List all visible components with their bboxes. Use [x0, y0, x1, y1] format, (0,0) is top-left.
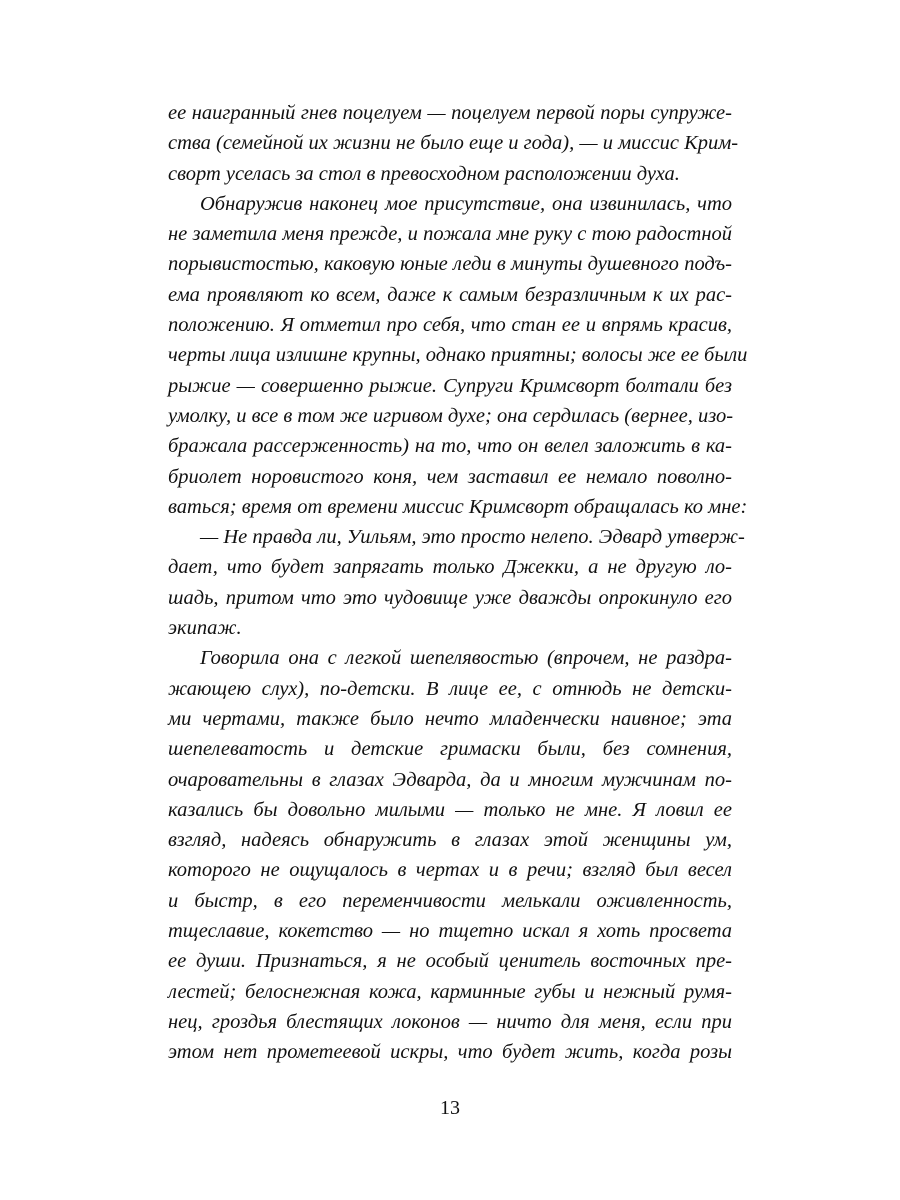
text-line: сворт уселась за стол в превосходном расположении духа. — [168, 162, 680, 185]
text-line: взгляд, надеясь обнаружить в глазах этой женщины ум, — [168, 829, 732, 852]
text-line: порывистостью, каковую юные леди в минуты душевного подъ- — [168, 253, 732, 276]
text-line: нец, гроздья блестящих локонов — ничто для меня, если при — [168, 1010, 732, 1033]
text-line: дает, что будет запрягать только Джекки, а не другую ло- — [168, 556, 732, 579]
text-line: ее души. Признаться, я не особый ценитель восточных пре- — [168, 950, 732, 973]
paragraph — [168, 522, 745, 643]
paragraph — [168, 643, 732, 1067]
text-line: не заметила меня прежде, и пожала мне руку с тою радостной — [168, 223, 732, 246]
text-line: шадь, притом что это чудовище уже дважды опрокинуло его — [168, 586, 732, 609]
text-line: рыжие — совершенно рыжие. Супруги Кримсворт болтали без — [168, 374, 732, 397]
text-line: ми чертами, также было нечто младенчески наивное; эта — [168, 707, 732, 730]
text-line: которого не ощущалось в чертах и в речи; взгляд был весел — [168, 859, 732, 882]
text-line: черты лица излишне крупны, однако приятны; волосы же ее были — [168, 344, 748, 367]
paragraph — [168, 189, 748, 522]
paragraph — [168, 98, 739, 189]
text-line: жающею слух), по-детски. В лице ее, с отнюдь не детски- — [168, 677, 732, 700]
text-line: положению. Я отметил про себя, что стан ее и впрямь красив, — [168, 314, 732, 337]
text-line: бриолет норовистого коня, чем заставил ее немало поволно- — [168, 465, 732, 488]
text-line: экипаж. — [168, 617, 242, 640]
text-line: шепелеватость и детские гримаски были, без сомнения, — [168, 738, 732, 761]
text-line: бражала рассерженность) на то, что он велел заложить в ка- — [168, 435, 732, 458]
text-line: — Не правда ли, Уильям, это просто нелепо. Эдвард утверж- — [200, 526, 745, 549]
page-number: 13 — [440, 1097, 460, 1119]
text-line: очаровательны в глазах Эдварда, да и многим мужчинам по- — [168, 768, 732, 791]
text-line: ства (семейной их жизни не было еще и года), — и миссис Крим- — [168, 132, 739, 155]
text-line: казались бы довольно милыми — только не мне. Я ловил ее — [168, 798, 732, 821]
body-text — [168, 98, 748, 1068]
text-line: лестей; белоснежная кожа, карминные губы и нежный румя- — [168, 980, 732, 1003]
text-line: ема проявляют ко всем, даже к самым безразличным к их рас- — [168, 283, 732, 306]
text-line: умолку, и все в том же игривом духе; она сердилась (вернее, изо- — [168, 404, 734, 427]
text-line: Обнаружив наконец мое присутствие, она извинилась, что — [200, 192, 732, 215]
text-line: ваться; время от времени миссис Кримсворт обращалась ко мне: — [168, 495, 748, 518]
text-line: Говорила она с легкой шепелявостью (впрочем, не раздра- — [200, 647, 732, 670]
text-line: и быстр, в его переменчивости мелькали оживленность, — [168, 889, 732, 912]
text-line: этом нет прометеевой искры, что будет жить, когда розы — [168, 1041, 732, 1064]
text-line: ее наигранный гнев поцелуем — поцелуем первой поры супруже- — [168, 102, 732, 124]
text-line: тщеславие, кокетство — но тщетно искал я хоть просвета — [168, 920, 732, 943]
